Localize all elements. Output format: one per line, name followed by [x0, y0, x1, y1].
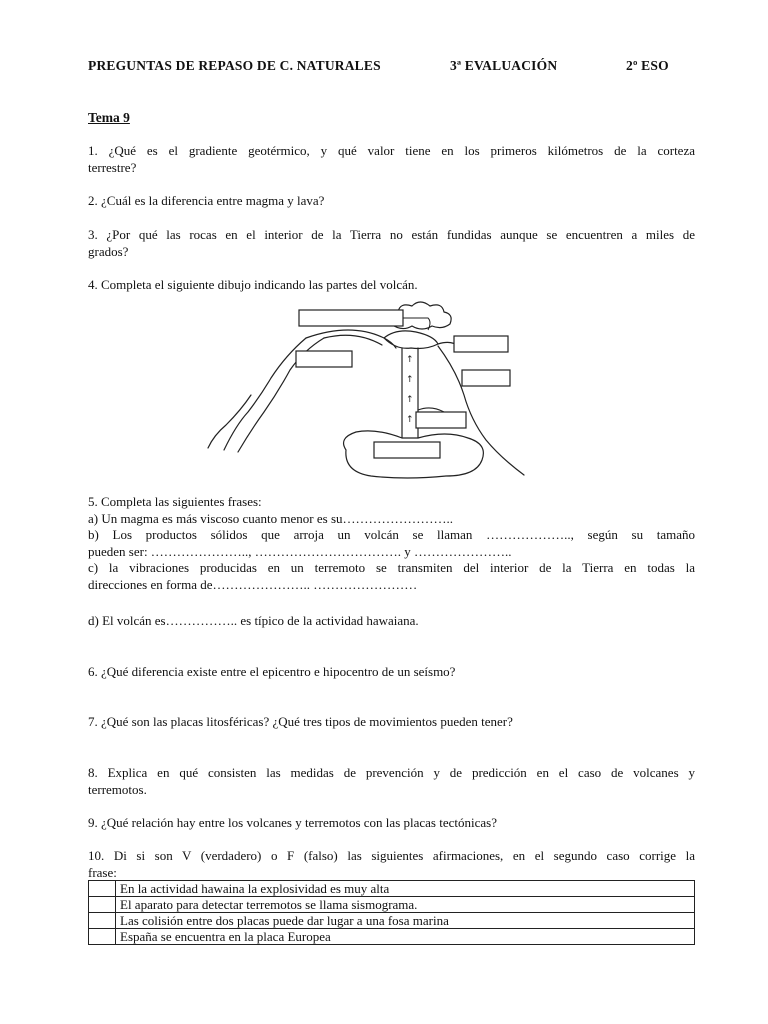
- header-level: 2º ESO: [626, 58, 669, 73]
- rising-magma-arrows: [406, 355, 414, 425]
- question-3-line-2: grados?: [88, 243, 129, 259]
- statement-cell: En la actividad hawaina la explosividad es muy alta: [116, 881, 695, 897]
- question-5-b-line-1: b) Los productos sólidos que arroja un volcán se llaman ……………….., según su tamaño: [88, 527, 695, 542]
- question-8-line-2: terremotos.: [88, 781, 147, 797]
- label-box-cone[interactable]: [462, 370, 510, 386]
- question-10-line-2: frase:: [88, 864, 117, 880]
- label-box-vent[interactable]: [416, 412, 466, 428]
- question-5-d: [88, 613, 695, 630]
- topic-heading: Tema 9: [88, 110, 130, 125]
- secondary-vent: [418, 408, 444, 412]
- statement-cell: El aparato para detectar terremotos se llama sismograma.: [116, 897, 695, 913]
- question-2: [88, 193, 695, 210]
- question-10-line-1: 10. Di si son V (verdadero) o F (falso) las siguientes afirmaciones, en el segundo caso corrige la: [88, 848, 695, 863]
- question-5-intro: 5. Completa las siguientes frases:: [88, 494, 262, 509]
- question-5-c-line-1: c) la vibraciones producidas en un terremoto se transmiten del interior de la Tierra en todas la: [88, 560, 695, 575]
- question-8: [88, 765, 695, 798]
- svg-text:↑: ↑: [406, 355, 414, 365]
- answer-cell[interactable]: [89, 913, 116, 929]
- statement-cell: España se encuentra en la placa Europea: [116, 929, 695, 945]
- question-10: [88, 848, 695, 881]
- question-5: [88, 494, 695, 593]
- table-row: [89, 929, 695, 945]
- label-box-left[interactable]: [296, 351, 352, 367]
- question-6-text: 6. ¿Qué diferencia existe entre el epicentro e hipocentro de un seísmo?: [88, 664, 456, 679]
- label-box-crater[interactable]: [454, 336, 508, 352]
- question-9: [88, 815, 695, 832]
- question-2-text: 2. ¿Cuál es la diferencia entre magma y lava?: [88, 193, 325, 208]
- volcano-right-slope: [438, 346, 524, 475]
- table-row: [89, 913, 695, 929]
- svg-text:↑: ↑: [406, 415, 414, 425]
- question-5-b-line-2: pueden ser: ………………….., ……………………………. y …………………..: [88, 543, 512, 559]
- svg-text:↑: ↑: [406, 375, 414, 385]
- header-evaluation: 3ª EVALUACIÓN: [450, 58, 558, 73]
- question-4-text: 4. Completa el siguiente dibujo indicando las partes del volcán.: [88, 277, 418, 292]
- question-3: [88, 227, 695, 260]
- question-9-text: 9. ¿Qué relación hay entre los volcanes y terremotos con las placas tectónicas?: [88, 815, 497, 830]
- label-box-chamber[interactable]: [374, 442, 440, 458]
- lava-flow-inner: [324, 335, 382, 345]
- question-3-line-1: 3. ¿Por qué las rocas en el interior de la Tierra no están fundidas aunque se encuentren a miles de: [88, 227, 695, 242]
- answer-cell[interactable]: [89, 929, 116, 945]
- volcano-left-slope-mid: [224, 338, 306, 450]
- question-7-text: 7. ¿Qué son las placas litosféricas? ¿Qué tres tipos de movimientos pueden tener?: [88, 714, 513, 729]
- true-false-table: [88, 880, 695, 945]
- table-row: [89, 881, 695, 897]
- question-8-line-1: 8. Explica en qué consisten las medidas de prevención y de predicción en el caso de volcanes y: [88, 765, 695, 780]
- question-1: [88, 143, 695, 176]
- volcano-diagram: [206, 300, 536, 480]
- worksheet-page: [88, 0, 695, 1024]
- question-1-line-1: 1. ¿Qué es el gradiente geotérmico, y qué valor tiene en los primeros kilómetros de la corteza: [88, 143, 695, 158]
- question-4: [88, 277, 695, 294]
- header-title: PREGUNTAS DE REPASO DE C. NATURALES: [88, 58, 381, 73]
- question-6: [88, 664, 695, 681]
- statement-cell: Las colisión entre dos placas puede dar lugar a una fosa marina: [116, 913, 695, 929]
- question-5-c-line-2: direcciones en forma de………………….. ……………………: [88, 576, 418, 592]
- question-5-d-text: d) El volcán es…………….. es típico de la actividad hawaiana.: [88, 613, 419, 628]
- svg-text:↑: ↑: [406, 395, 414, 405]
- answer-cell[interactable]: [89, 897, 116, 913]
- answer-cell[interactable]: [89, 881, 116, 897]
- label-box-lava[interactable]: [299, 310, 403, 326]
- question-5-a: a) Un magma es más viscoso cuanto menor es su……………………..: [88, 510, 454, 526]
- question-7: [88, 714, 695, 731]
- question-1-line-2: terrestre?: [88, 159, 137, 175]
- table-row: [89, 897, 695, 913]
- crater: [384, 331, 438, 349]
